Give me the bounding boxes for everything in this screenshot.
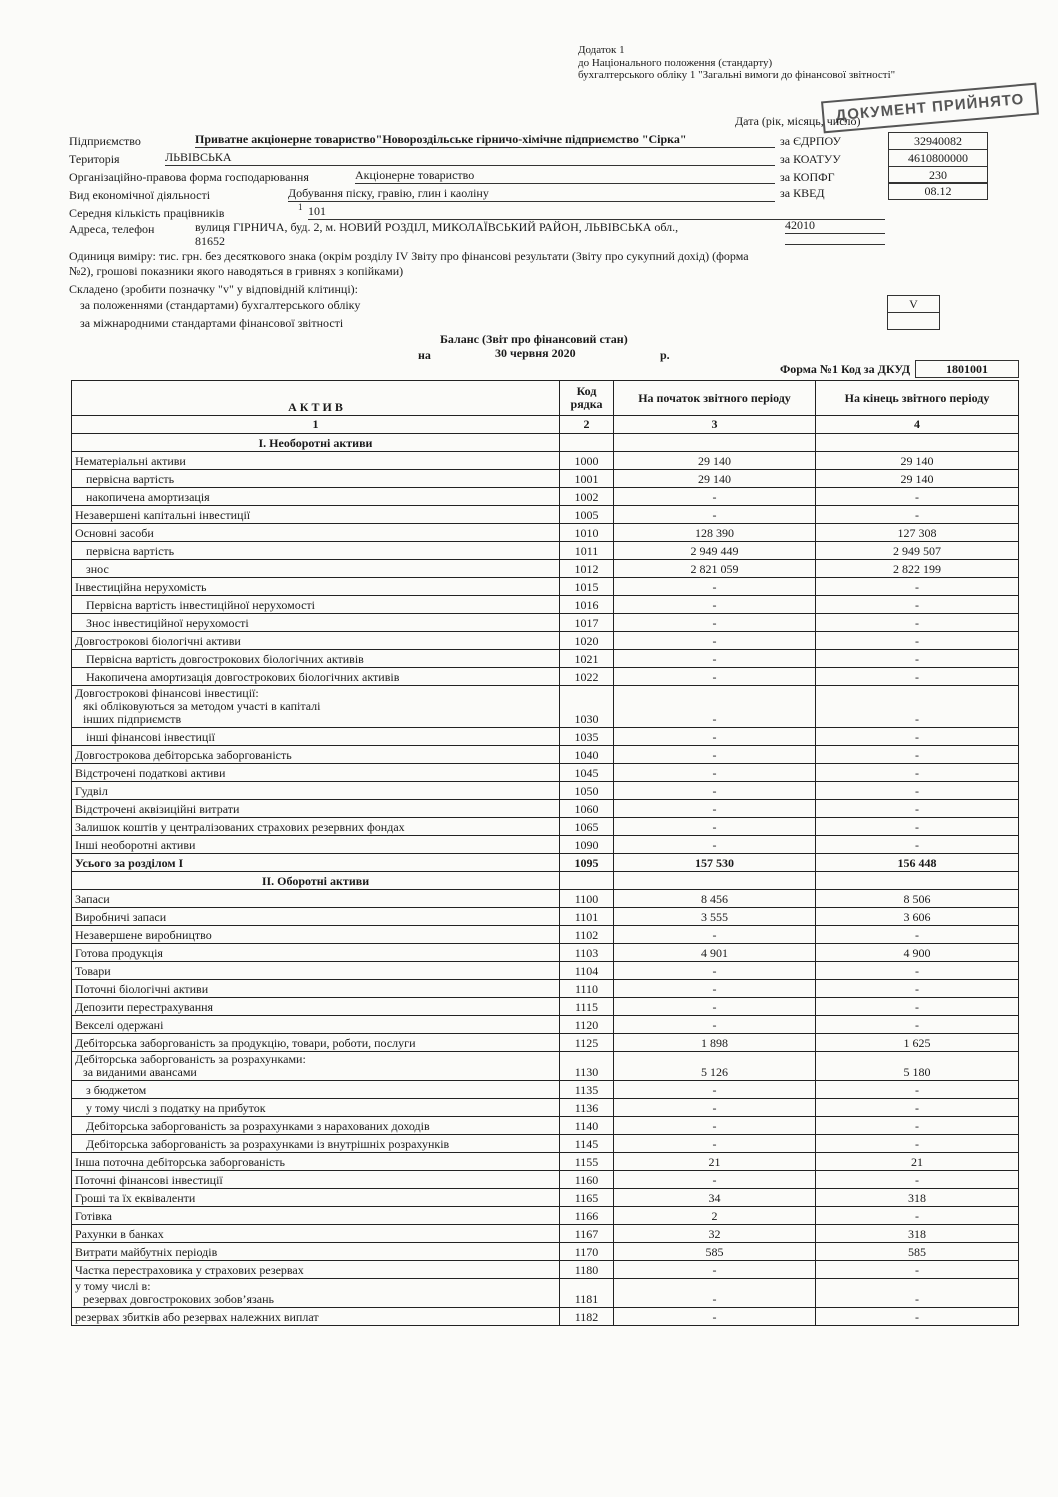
- row-end-value: 127 308: [816, 524, 1019, 542]
- units-line-2: №2), грошові показники якого наводяться в гривнях з копійками): [69, 264, 404, 278]
- section-2-header-title: II. Оборотні активи: [72, 872, 560, 890]
- row-end-value: 29 140: [816, 470, 1019, 488]
- row-name: Відстрочені податкові активи: [72, 764, 560, 782]
- row-name: Частка перестраховика у страхових резервах: [72, 1261, 560, 1279]
- compiled-label: Складено (зробити позначку "v" у відповідній клітинці):: [69, 282, 358, 296]
- table-row: [72, 488, 1019, 506]
- row-code: 1167: [560, 1225, 614, 1243]
- row-start-value: -: [614, 746, 816, 764]
- edrpou-label: за ЄДРПОУ: [780, 134, 842, 148]
- row-name: Поточні біологічні активи: [72, 980, 560, 998]
- row-name: Виробничі запаси: [72, 908, 560, 926]
- employees-value: 101: [308, 204, 885, 220]
- row-start-value: 34: [614, 1189, 816, 1207]
- col-number-2: 2: [560, 416, 614, 434]
- table-row: [72, 542, 1019, 560]
- empty-cell: [614, 872, 816, 890]
- row-start-value: -: [614, 818, 816, 836]
- col-number-3: 3: [614, 416, 816, 434]
- header-end: На кінець звітного періоду: [816, 381, 1019, 416]
- table-row: [72, 524, 1019, 542]
- row-end-value: -: [816, 506, 1019, 524]
- row-code: 1030: [560, 686, 614, 728]
- row-end-value: 21: [816, 1153, 1019, 1171]
- territory-label: Територія: [69, 152, 120, 166]
- row-end-value: -: [816, 1207, 1019, 1225]
- row-name: резервах збитків або резервах належних виплат: [72, 1308, 560, 1326]
- row-code: 1155: [560, 1153, 614, 1171]
- row-start-value: -: [614, 1016, 816, 1034]
- row-start-value: 29 140: [614, 470, 816, 488]
- row-end-value: -: [816, 764, 1019, 782]
- empty-cell: [816, 434, 1019, 452]
- empty-cell: [560, 434, 614, 452]
- row-end-value: -: [816, 1279, 1019, 1308]
- table-row: [72, 452, 1019, 470]
- table-row: [72, 1243, 1019, 1261]
- row-start-value: -: [614, 962, 816, 980]
- table-row: [72, 506, 1019, 524]
- table-row: [72, 560, 1019, 578]
- header-start: На початок звітного періоду: [614, 381, 816, 416]
- row-code: 1012: [560, 560, 614, 578]
- row-code: 1103: [560, 944, 614, 962]
- row-end-value: 156 448: [816, 854, 1019, 872]
- row-name: Запаси: [72, 890, 560, 908]
- table-row: [72, 614, 1019, 632]
- table-row: [72, 470, 1019, 488]
- row-code: 1002: [560, 488, 614, 506]
- row-code: 1020: [560, 632, 614, 650]
- ltfi-row-name: [72, 686, 560, 728]
- row-name: у тому числі з податку на прибуток: [72, 1099, 560, 1117]
- row-start-value: -: [614, 1117, 816, 1135]
- table-row: [72, 1261, 1019, 1279]
- row-name: Нематеріальні активи: [72, 452, 560, 470]
- row-code: 1180: [560, 1261, 614, 1279]
- compiled-option-2: за міжнародними стандартами фінансової звітності: [80, 316, 344, 330]
- row-end-value: 4 900: [816, 944, 1019, 962]
- row-start-value: 5 126: [614, 1052, 816, 1081]
- address-line-1: вулиця ГІРНИЧА, буд. 2, м. НОВИЙ РОЗДІЛ, МИКОЛАЇВСЬКИЙ РАЙОН, ЛЬВІВСЬКА обл.,: [195, 220, 679, 234]
- table-row: [72, 1308, 1019, 1326]
- row-code: 1140: [560, 1117, 614, 1135]
- table-row: [72, 1207, 1019, 1225]
- table-row: [72, 1225, 1019, 1243]
- row-end-value: -: [816, 782, 1019, 800]
- row-name: Знос інвестиційної нерухомості: [72, 614, 560, 632]
- table-row: [72, 1153, 1019, 1171]
- row-code: 1100: [560, 890, 614, 908]
- phone-underline: [785, 244, 885, 245]
- row-start-value: 2: [614, 1207, 816, 1225]
- table-row: [72, 890, 1019, 908]
- reserves-row-line-2: резервах довгострокових зобов’язань: [83, 1292, 275, 1306]
- table-row: [72, 746, 1019, 764]
- row-end-value: -: [816, 980, 1019, 998]
- row-name: первісна вартість: [72, 542, 560, 560]
- row-end-value: 8 506: [816, 890, 1019, 908]
- row-end-value: 585: [816, 1243, 1019, 1261]
- row-start-value: -: [614, 668, 816, 686]
- option-1-checkbox[interactable]: V: [887, 295, 940, 313]
- row-name: знос: [72, 560, 560, 578]
- row-code: 1101: [560, 908, 614, 926]
- row-name: Інша поточна дебіторська заборгованість: [72, 1153, 560, 1171]
- row-code: 1135: [560, 1081, 614, 1099]
- row-name: Інші необоротні активи: [72, 836, 560, 854]
- row-start-value: -: [614, 1081, 816, 1099]
- address-label: Адреса, телефон: [69, 222, 155, 236]
- row-end-value: -: [816, 800, 1019, 818]
- row-code: 1136: [560, 1099, 614, 1117]
- row-start-value: 2 821 059: [614, 560, 816, 578]
- row-code: 1120: [560, 1016, 614, 1034]
- appendix-line-2: до Національного положення (стандарту): [578, 56, 773, 69]
- row-end-value: -: [816, 668, 1019, 686]
- row-start-value: -: [614, 836, 816, 854]
- row-start-value: -: [614, 800, 816, 818]
- row-code: 1182: [560, 1308, 614, 1326]
- enterprise-label: Підприємство: [69, 134, 141, 148]
- row-start-value: -: [614, 998, 816, 1016]
- row-end-value: -: [816, 1117, 1019, 1135]
- row-start-value: -: [614, 650, 816, 668]
- row-start-value: -: [614, 1261, 816, 1279]
- column-numbers-row: [72, 416, 1019, 434]
- form-label: Форма №1 Код за ДКУД: [780, 362, 911, 376]
- row-code: 1060: [560, 800, 614, 818]
- row-end-value: 318: [816, 1225, 1019, 1243]
- table-row: [72, 1034, 1019, 1052]
- row-code: 1181: [560, 1279, 614, 1308]
- table-row: [72, 854, 1019, 872]
- row-code: 1090: [560, 836, 614, 854]
- row-name: Депозити перестрахування: [72, 998, 560, 1016]
- row-code: 1010: [560, 524, 614, 542]
- row-end-value: -: [816, 488, 1019, 506]
- row-start-value: -: [614, 782, 816, 800]
- employees-label: Середня кількість працівників: [69, 206, 225, 220]
- row-name: Товари: [72, 962, 560, 980]
- activity-value: Добування піску, гравію, глин і каоліну: [288, 186, 775, 202]
- row-name: Поточні фінансові інвестиції: [72, 1171, 560, 1189]
- table-row: [72, 578, 1019, 596]
- kved-label: за КВЕД: [780, 186, 825, 200]
- row-start-value: 2 949 449: [614, 542, 816, 560]
- row-end-value: -: [816, 836, 1019, 854]
- receivables-row-name: [72, 1052, 560, 1081]
- row-end-value: -: [816, 746, 1019, 764]
- row-name: Накопичена амортизація довгострокових біологічних активів: [72, 668, 560, 686]
- row-name: накопичена амортизація: [72, 488, 560, 506]
- row-name: Усього за розділом I: [72, 854, 560, 872]
- row-start-value: -: [614, 578, 816, 596]
- section-1-header: [72, 434, 1019, 452]
- row-code: 1145: [560, 1135, 614, 1153]
- row-start-value: 8 456: [614, 890, 816, 908]
- form-code: 1801001: [915, 360, 1019, 378]
- appendix-line-3: бухгалтерського обліку 1 "Загальні вимоги до фінансової звітності": [578, 69, 896, 81]
- table-row: [72, 632, 1019, 650]
- activity-label: Вид економічної діяльності: [69, 188, 211, 202]
- row-end-value: -: [816, 614, 1019, 632]
- row-name: Дебіторська заборгованість за розрахунками із внутрішніх розрахунків: [72, 1135, 560, 1153]
- row-start-value: 4 901: [614, 944, 816, 962]
- row-start-value: -: [614, 1099, 816, 1117]
- row-code: 1000: [560, 452, 614, 470]
- col-number-1: 1: [72, 416, 560, 434]
- row-end-value: -: [816, 998, 1019, 1016]
- ltfi-row-line-1: Довгострокові фінансові інвестиції:: [75, 686, 259, 700]
- row-name: Векселі одержані: [72, 1016, 560, 1034]
- row-code: 1125: [560, 1034, 614, 1052]
- row-name: Залишок коштів у централізованих страхових резервних фондах: [72, 818, 560, 836]
- row-code: 1102: [560, 926, 614, 944]
- table-row: [72, 1016, 1019, 1034]
- date-prefix: на: [418, 348, 431, 362]
- row-code: 1170: [560, 1243, 614, 1261]
- row-end-value: -: [816, 650, 1019, 668]
- row-start-value: 32: [614, 1225, 816, 1243]
- row-end-value: 2 949 507: [816, 542, 1019, 560]
- row-start-value: 3 555: [614, 908, 816, 926]
- row-name: первісна вартість: [72, 470, 560, 488]
- row-start-value: -: [614, 686, 816, 728]
- table-row: [72, 908, 1019, 926]
- row-end-value: 1 625: [816, 1034, 1019, 1052]
- row-start-value: -: [614, 764, 816, 782]
- units-line-1: Одиниця виміру: тис. грн. без десяткового знака (окрім розділу IV Звіту про фінансові результати (Звіту про сукупний дохід) (форма: [69, 249, 749, 263]
- empty-cell: [614, 434, 816, 452]
- row-start-value: 1 898: [614, 1034, 816, 1052]
- reserves-row-name: [72, 1279, 560, 1308]
- accepted-stamp: ДОКУМЕНТ ПРИЙНЯТО: [821, 83, 1039, 134]
- employees-footnote: 1: [298, 202, 303, 212]
- header-assets: А К Т И В: [72, 381, 560, 416]
- table-row: [72, 596, 1019, 614]
- territory-value: ЛЬВІВСЬКА: [165, 150, 775, 166]
- row-name: Первісна вартість довгострокових біологічних активів: [72, 650, 560, 668]
- enterprise-value: Приватне акціонерне товариство"Новороздільське гірничо-хімічне підприємство "Сірка": [195, 132, 775, 148]
- table-row: [72, 962, 1019, 980]
- receivables-row-line-2: за виданими авансами: [83, 1065, 197, 1079]
- legal-form-value: Акціонерне товариство: [355, 168, 775, 184]
- row-code: 1104: [560, 962, 614, 980]
- row-start-value: 128 390: [614, 524, 816, 542]
- row-code: 1005: [560, 506, 614, 524]
- edrpou-code: 32940082: [888, 132, 988, 150]
- koatuu-code: 4610800000: [888, 149, 988, 167]
- document-title: Баланс (Звіт про фінансовий стан): [440, 332, 628, 346]
- row-name: Первісна вартість інвестиційної нерухомості: [72, 596, 560, 614]
- table-row: [72, 668, 1019, 686]
- row-code: 1011: [560, 542, 614, 560]
- row-start-value: -: [614, 632, 816, 650]
- row-code: 1050: [560, 782, 614, 800]
- row-code: 1001: [560, 470, 614, 488]
- row-code: 1040: [560, 746, 614, 764]
- kopfg-label: за КОПФГ: [780, 170, 835, 184]
- row-end-value: -: [816, 1171, 1019, 1189]
- row-name: інші фінансові інвестиції: [72, 728, 560, 746]
- table-row: [72, 800, 1019, 818]
- table-row: [72, 650, 1019, 668]
- empty-cell: [816, 872, 1019, 890]
- row-name: Готівка: [72, 1207, 560, 1225]
- col-number-4: 4: [816, 416, 1019, 434]
- row-end-value: -: [816, 596, 1019, 614]
- row-end-value: -: [816, 728, 1019, 746]
- header-code: Код рядка: [560, 381, 614, 416]
- section-2-header: [72, 872, 1019, 890]
- table-row: [72, 980, 1019, 998]
- row-start-value: 21: [614, 1153, 816, 1171]
- row-end-value: -: [816, 1016, 1019, 1034]
- table-row: [72, 926, 1019, 944]
- row-code: 1095: [560, 854, 614, 872]
- row-end-value: -: [816, 1308, 1019, 1326]
- table-row: [72, 1099, 1019, 1117]
- section-1-header-title: I. Необоротні активи: [72, 434, 560, 452]
- row-code: 1016: [560, 596, 614, 614]
- row-code: 1110: [560, 980, 614, 998]
- appendix-note: [578, 44, 895, 82]
- row-code: 1021: [560, 650, 614, 668]
- row-name: Основні засоби: [72, 524, 560, 542]
- report-date: 30 червня 2020: [495, 346, 576, 360]
- row-end-value: 5 180: [816, 1052, 1019, 1081]
- row-name: Гудвіл: [72, 782, 560, 800]
- row-code: 1166: [560, 1207, 614, 1225]
- row-code: 1017: [560, 614, 614, 632]
- row-end-value: -: [816, 632, 1019, 650]
- row-start-value: -: [614, 596, 816, 614]
- compiled-option-1: за положеннями (стандартами) бухгалтерського обліку: [80, 298, 361, 312]
- row-start-value: -: [614, 926, 816, 944]
- row-name: Готова продукція: [72, 944, 560, 962]
- row-start-value: -: [614, 1171, 816, 1189]
- row-start-value: -: [614, 980, 816, 998]
- date-label: Дата (рік, місяць, число): [735, 114, 861, 128]
- row-end-value: -: [816, 926, 1019, 944]
- address-line-2: 81652: [195, 234, 225, 248]
- row-name: з бюджетом: [72, 1081, 560, 1099]
- row-start-value: 157 530: [614, 854, 816, 872]
- table-row: [72, 764, 1019, 782]
- row-name: Рахунки в банках: [72, 1225, 560, 1243]
- row-code: 1115: [560, 998, 614, 1016]
- table-row: [72, 944, 1019, 962]
- row-end-value: 2 822 199: [816, 560, 1019, 578]
- row-end-value: -: [816, 962, 1019, 980]
- table-row: [72, 1171, 1019, 1189]
- empty-cell: [560, 872, 614, 890]
- receivables-row: [72, 1052, 1019, 1081]
- ltfi-row-line-2: які обліковуються за методом участі в капіталі: [83, 699, 321, 713]
- ltfi-row: [72, 686, 1019, 728]
- row-end-value: -: [816, 818, 1019, 836]
- table-row: [72, 1117, 1019, 1135]
- row-start-value: -: [614, 1135, 816, 1153]
- table-row: [72, 1135, 1019, 1153]
- phone-value: 42010: [785, 218, 885, 234]
- row-name: Дебіторська заборгованість за розрахунками з нарахованих доходів: [72, 1117, 560, 1135]
- receivables-row-line-1: Дебіторська заборгованість за розрахунками:: [75, 1052, 306, 1066]
- row-code: 1015: [560, 578, 614, 596]
- kved-code: 08.12: [888, 182, 988, 200]
- row-name: Довгострокові біологічні активи: [72, 632, 560, 650]
- table-row: [72, 818, 1019, 836]
- appendix-line-1: Додаток 1: [578, 44, 625, 56]
- row-end-value: -: [816, 1099, 1019, 1117]
- row-name: Гроші та їх еквіваленти: [72, 1189, 560, 1207]
- row-end-value: -: [816, 1261, 1019, 1279]
- reserves-row: [72, 1279, 1019, 1308]
- ltfi-row-line-3: інших підприємств: [83, 712, 182, 726]
- row-code: 1045: [560, 764, 614, 782]
- row-end-value: 318: [816, 1189, 1019, 1207]
- row-start-value: -: [614, 1308, 816, 1326]
- balance-table: [71, 380, 1019, 1326]
- table-row: [72, 1081, 1019, 1099]
- row-code: 1022: [560, 668, 614, 686]
- option-2-checkbox[interactable]: [887, 312, 940, 330]
- row-code: 1035: [560, 728, 614, 746]
- table-row: [72, 728, 1019, 746]
- legal-form-label: Організаційно-правова форма господарювання: [69, 170, 309, 184]
- row-code: 1165: [560, 1189, 614, 1207]
- row-start-value: -: [614, 1279, 816, 1308]
- row-code: 1160: [560, 1171, 614, 1189]
- table-row: [72, 782, 1019, 800]
- row-code: 1065: [560, 818, 614, 836]
- row-name: Дебіторська заборгованість за продукцію, товари, роботи, послуги: [72, 1034, 560, 1052]
- kopfg-code: 230: [888, 166, 988, 184]
- row-code: 1130: [560, 1052, 614, 1081]
- row-start-value: 585: [614, 1243, 816, 1261]
- row-end-value: -: [816, 686, 1019, 728]
- row-name: Інвестиційна нерухомість: [72, 578, 560, 596]
- row-name: Відстрочені аквізиційні витрати: [72, 800, 560, 818]
- table-row: [72, 836, 1019, 854]
- table-header-row: [72, 381, 1019, 416]
- row-start-value: -: [614, 728, 816, 746]
- row-start-value: 29 140: [614, 452, 816, 470]
- row-end-value: 29 140: [816, 452, 1019, 470]
- row-start-value: -: [614, 488, 816, 506]
- reserves-row-line-1: у тому числі в:: [75, 1279, 151, 1293]
- date-suffix: р.: [660, 348, 670, 362]
- koatuu-label: за КОАТУУ: [780, 152, 841, 166]
- row-end-value: -: [816, 578, 1019, 596]
- row-name: Незавершене виробництво: [72, 926, 560, 944]
- row-name: Витрати майбутніх періодів: [72, 1243, 560, 1261]
- row-end-value: 3 606: [816, 908, 1019, 926]
- table-row: [72, 1189, 1019, 1207]
- row-end-value: -: [816, 1135, 1019, 1153]
- row-end-value: -: [816, 1081, 1019, 1099]
- table-row: [72, 998, 1019, 1016]
- row-start-value: -: [614, 506, 816, 524]
- row-start-value: -: [614, 614, 816, 632]
- row-name: Довгострокова дебіторська заборгованість: [72, 746, 560, 764]
- row-name: Незавершені капітальні інвестиції: [72, 506, 560, 524]
